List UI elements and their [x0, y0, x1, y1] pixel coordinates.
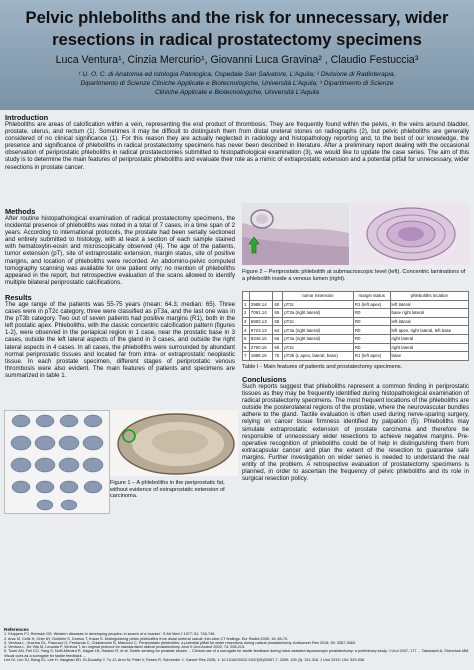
table-cell: 6983.13	[249, 317, 273, 326]
table-cell: 55	[273, 309, 283, 318]
table-cell: R1 (left apex)	[353, 300, 390, 309]
table-cell: R0	[353, 309, 390, 318]
table-1	[242, 291, 469, 361]
table-header-cell	[243, 292, 250, 301]
table-cell: 64	[273, 326, 283, 335]
table-cell: left lateral	[390, 317, 469, 326]
table-cell: right lateral	[390, 343, 469, 352]
table-cell: base right lateral	[390, 309, 469, 318]
table-cell: right lateral	[390, 334, 469, 343]
introduction-heading: Introduction	[5, 113, 49, 122]
table-row	[243, 309, 469, 318]
table-row	[243, 326, 469, 335]
table-1-caption: Table I - Main features of patients and prostatectomy specimens.	[242, 364, 403, 370]
table-cell: base	[390, 352, 469, 361]
table-cell: pT3b (L apex, lateral, base)	[283, 352, 354, 361]
table-cell: 4	[243, 326, 250, 335]
table-header-row	[243, 292, 469, 301]
table-cell: pT2c	[283, 343, 354, 352]
table-cell: left apex, right lateral, left base	[390, 326, 469, 335]
reference-item: 2. Arac M, Celik H, Oner AY, Gultekin S, Gumus T, Kosar S. Distinguishing pelvic phleboliths from distal ureteral calculi: thin-slice CT findings. Eur Radiol 2005; 15: 65-70.	[4, 636, 289, 641]
figure-1-slides-image	[4, 410, 110, 514]
references	[4, 628, 470, 662]
table-header-cell: tumor extension	[283, 292, 354, 301]
table-cell: 65	[273, 343, 283, 352]
table-cell: 7091.14	[249, 309, 273, 318]
table-row	[243, 300, 469, 309]
reference-item: 3. Ventura L, Gravina GL, Pascucci G, Festuccia C, Chiatamone B, Marcucci C. Periprostatic phleboliths: a potential pitfall for wider resections during radical prostatectomy. Anticancer Res 2015; 35: 3357-3363.	[4, 640, 356, 645]
table-header-cell	[249, 292, 273, 301]
reference-item: Lee DI, Lim SJ, Bang SJ, Lee H, Vaughan ED, El-Douaihy Y, Tu JJ, Aron M, Patel V, Rosen R, Schroeder J. Cancer Res 2005; 1: 10.1016/S0022-5347(05)00397-7; 2009; 105 (3): 311-316. J Urol 2015; 194: 529-536.	[4, 658, 366, 663]
conclusions-text: Such reports suggest that phleboliths represent a common finding in periprostatic tissues as they may be frequently identified during histopathological examination of radical prostatectomy specimens. The most frequent locations of the phleboliths are outside the posterolateral regions of the prostate, where the neurovascular bundles adhere to the gland. Tactile evaluation is often used during nerve-sparing surgery, relying on cancer tissue firmness identified by palpation (5). Phleboliths may simulate extraprostatic extension of prostate carcinoma and therefore be responsible of unnecessary wider resections to achieve negative margins. Pre-operative recognition of phleboliths could be of help in distinguishing them from extracapsular cancer and plan the extent of the resection to guarantee safe margins. Further investigation on wider series is needed to understand the real entity of the problem. A retrospective evaluation of prostatectomy specimens is planned, in order to ascertain the frequency of pelvic phleboliths and its role in surgical resection policy.	[242, 383, 469, 483]
poster-body	[0, 110, 474, 670]
affiliation-3: Cliniche Applicate e Biotecnologiche, Università L'Aquila	[154, 89, 320, 96]
table-cell: 8346.15	[249, 334, 273, 343]
table-cell: pT3a (right lateral)	[283, 309, 354, 318]
reference-item: 1. Kluppers PJ, Rehrske GS. Western diseases in developing peoples: in search of a 'marker'. S Afr Med J 1977; 51: 745-746.	[4, 632, 216, 637]
reference-item: 4. Ventura L, De Vito M, Leocata P, Ventura T. An original protocol for standardized radical prostatectomy. Arch It Urol Androl 2002; 74: 208-213.	[4, 645, 246, 650]
figure-2-right-image	[351, 203, 469, 265]
figure-2-left-image	[242, 203, 349, 265]
title-line-2: resections in radical prostatectomy specimens	[52, 30, 422, 49]
figure-2-caption: Figure 2 – Periprostatic phlebolith at submacroscopic level (left). Concentric laminations of a phlebolith inside a venous lumen (right).	[242, 269, 466, 282]
table-cell: 2	[243, 309, 250, 318]
table-cell: 2988.14	[249, 300, 273, 309]
table-cell: R1 (left apex)	[353, 352, 390, 361]
methods-text: After routine histopathological examination of radical prostatectomy specimens, the incidental presence of phleboliths was noted in a total of 7 cases, in a time span of 2 years. According to international protocols, the prostate had been serially sectioned and entirely submitted to histology, with at least a section of each sample stained with hematoxylin-eosin and microscopically observed (4). The age of the patients, tumor extension (pT), site of extraprostatic extension, margin status, site of positive margins, and location of phleboliths were recorded. An abdomino-pelvic computed tomography scanning was available for one patient only; no mention of phleboliths appeared in the report, but retrospective evaluation of the scans allowed to identify multiple bilateral periprostatic calcifications.	[5, 215, 235, 286]
table-cell: 2760.16	[249, 343, 273, 352]
table-cell: 6	[243, 343, 250, 352]
table-cell: 65	[273, 317, 283, 326]
references-heading: References	[4, 627, 29, 632]
table-cell: pT3a (right lateral)	[283, 326, 354, 335]
table-cell: 9723.13	[249, 326, 273, 335]
table-cell: 60	[273, 300, 283, 309]
arrow-up-icon	[248, 236, 260, 254]
table-header-cell: phleboliths location	[390, 292, 469, 301]
table-cell: pT2c	[283, 300, 354, 309]
table-cell: 66	[273, 334, 283, 343]
table-cell: 7	[243, 352, 250, 361]
table-row	[243, 343, 469, 352]
table-cell: R0	[353, 343, 390, 352]
authors: Luca Ventura¹, Cinzia Mercurio¹, Giovanni Luca Gravina² , Claudio Festuccia³	[55, 54, 419, 66]
table-cell: R0	[353, 334, 390, 343]
table-cell: pT2c	[283, 317, 354, 326]
table-cell: R0	[353, 317, 390, 326]
table-cell: 3	[243, 317, 250, 326]
figure-1-caption: Figure 1 – A phleboliths in the periprostatic fat, without evidence of extraprostatic extension of carcinoma.	[110, 480, 225, 500]
affiliation-2: Dipartimento di Scienze Cliniche Applicate e Biotecnologiche, Università L'Aquila; ³ Dipartimento di Scienze	[80, 80, 394, 87]
affiliation-1: ¹ U. O. C. di Anatomia ed Istologia Patologica, Ospedale San Salvatore, L'Aquila; ² Divisione di Radioterapia,	[78, 71, 396, 78]
results-heading: Results	[5, 293, 32, 302]
methods-heading: Methods	[5, 207, 36, 216]
table-row	[243, 334, 469, 343]
reference-item: 5. Tozer AN, Fell CO, Yang S, Noël-Ménard R, Kagae LB, Hawton R, et al. Tactile sensing for prostate stones ... Clinical use of a surrogate for tactile feedback during robot-assisted laparoscopic prostatectomy: a preliminary study. J Urol 2007; 177 ... Takahashi A, Shevchuk MM. Visual cues as a surrogate for tactile feedback ...	[4, 649, 470, 658]
introduction-text: Phleboliths are areas of calcification within a vein, representing the end product of thrombosis. They are frequently found within the pelvis, in the veins around bladder, prostate, uterus, and rectum (1). Sometimes it may be difficult to distinguish them from distal ureteral stones on radiographs (2), but pelvic phleboliths are generally considered of no clinical significance (1). For this reason they are actually neglected in radiology and histopathology reporting and, to the best of our knowledge, the presence and significance of phleboliths in radical prostatectomy specimens has never been described in literature. After a preliminary report dealing with the occasional observation of periprostatic phleboliths in radical prostatectomies submitted to histopathological examination (3), we would like to update the case series. The aim of this study is to determine the main features of periprostatic phleboliths and evaluate their role as a mimic of extraprostatic extension and a potential pitfall for unnecessary, wider resections in prostate cancer.	[5, 121, 469, 171]
poster-header	[0, 0, 474, 110]
table-cell: left lateral	[390, 300, 469, 309]
table-row	[243, 317, 469, 326]
table-cell: 5	[243, 334, 250, 343]
figure-1-specimen-image	[110, 410, 238, 476]
table-cell: pT3a (right lateral)	[283, 334, 354, 343]
table-header-cell: margin status	[353, 292, 390, 301]
title-line-1: Pelvic phleboliths and the risk for unnecessary, wider	[25, 8, 449, 27]
table-cell: 75	[273, 352, 283, 361]
results-text: The age range of the patients was 55-75 years (mean: 64.3; median: 65). Three cases were in pT2c category, three were classified as pT3a, and the last one was in the pT3b category. Two out of seven patients had positive margins (R1), both in the left postatic apex. Phleboliths, with the classic concentric calcification pattern (figures 1-2), were observed in the periapical region in 1 case, near the prostatic base in 3 cases, outside the left lateral aspects of the gland in 3 cases, and outside the right lateral aspects in 4 cases. In all cases, the phleboliths were surrounded by abundant normal periprostatic tissues and located far from intra- or extraprostatic neoplastic tissue. In each prostate specimen, different stages of periprostatic venous thrombosis were also evident. The main features of patients and specimens are summarized in table 1.	[5, 301, 235, 379]
table-cell: 1888.16	[249, 352, 273, 361]
table-cell: 1	[243, 300, 250, 309]
conclusions-heading: Conclusions	[242, 375, 287, 384]
table-row	[243, 352, 469, 361]
table-header-cell	[273, 292, 283, 301]
table-cell: R0	[353, 326, 390, 335]
